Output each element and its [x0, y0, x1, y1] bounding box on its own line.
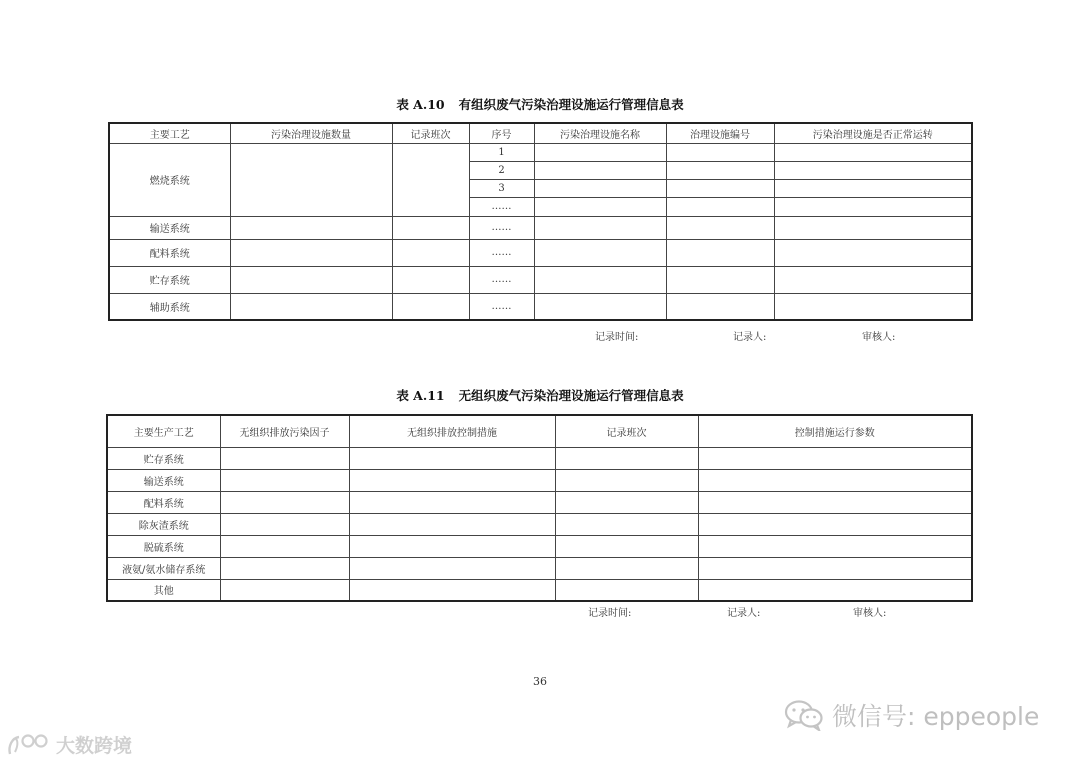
cell: [666, 216, 774, 239]
table-a11-header: 记录班次: [555, 415, 698, 447]
table-a10-header-row: [109, 123, 972, 143]
cell: [666, 197, 774, 216]
cell: [392, 266, 469, 293]
row-label: 输送系统: [107, 469, 220, 491]
cell: [774, 143, 972, 161]
cell: [230, 239, 392, 266]
cell: [666, 143, 774, 161]
cell: [392, 293, 469, 320]
table-a10-header: 污染治理设施名称: [534, 123, 666, 143]
cell: [230, 216, 392, 239]
seq-cell: ……: [469, 216, 534, 239]
cell: [555, 579, 698, 601]
table-a10-header: 治理设施编号: [666, 123, 774, 143]
row-label: 输送系统: [109, 216, 230, 239]
cell: [349, 469, 555, 491]
table-row: [107, 535, 972, 557]
row-label: 辅助系统: [109, 293, 230, 320]
row-label: 贮存系统: [107, 447, 220, 469]
seq-cell: 2: [469, 161, 534, 179]
cell: [392, 239, 469, 266]
table-a10-reviewer: 审核人:: [862, 332, 896, 343]
cell: [555, 557, 698, 579]
cell: [534, 266, 666, 293]
wechat-watermark: [784, 698, 1039, 732]
table-row: [109, 266, 972, 293]
table-row: [107, 579, 972, 601]
cell: [534, 239, 666, 266]
table-row: [107, 557, 972, 579]
table-a10-header: 主要工艺: [109, 123, 230, 143]
cell: [698, 513, 972, 535]
table-row: [107, 513, 972, 535]
table-a11-header: 主要生产工艺: [107, 415, 220, 447]
seq-cell: ……: [469, 197, 534, 216]
cell: [349, 557, 555, 579]
cell: [774, 197, 972, 216]
cell: [392, 216, 469, 239]
brand-text: 大数跨境: [56, 735, 133, 757]
wechat-id-text: 微信号: eppeople: [832, 702, 1040, 731]
cell: [666, 161, 774, 179]
cell: [774, 293, 972, 320]
cell: [774, 216, 972, 239]
row-label: 配料系统: [109, 239, 230, 266]
table-row: [107, 491, 972, 513]
cell: [698, 535, 972, 557]
cell: [220, 491, 349, 513]
table-a11-reviewer: 审核人:: [853, 608, 887, 619]
table-a11-recorder: 记录人:: [727, 608, 761, 619]
cell: [534, 293, 666, 320]
cell: [555, 513, 698, 535]
cell: [555, 491, 698, 513]
cell: [774, 161, 972, 179]
cell: [698, 469, 972, 491]
row-label: 脱硫系统: [107, 535, 220, 557]
table-a10-title-text: 有组织废气污染治理设施运行管理信息表: [458, 97, 684, 112]
table-a10-recorder: 记录人:: [733, 332, 767, 343]
cell: [555, 469, 698, 491]
table-row: [107, 447, 972, 469]
page-number: 36: [533, 675, 547, 688]
table-a10-header: 污染治理设施是否正常运转: [774, 123, 972, 143]
table-row: [109, 216, 972, 239]
cell: [220, 447, 349, 469]
row-label: 配料系统: [107, 491, 220, 513]
seq-cell: 3: [469, 179, 534, 197]
cell: [349, 535, 555, 557]
seq-cell: 1: [469, 143, 534, 161]
cell: [534, 197, 666, 216]
cell: [534, 179, 666, 197]
row-label-combustion: 燃烧系统: [109, 143, 230, 216]
cell: [349, 491, 555, 513]
cell: [698, 557, 972, 579]
cell: [230, 143, 392, 216]
cell: [698, 491, 972, 513]
cell: [698, 447, 972, 469]
cell: [392, 143, 469, 216]
brand-watermark: [6, 731, 132, 758]
cell: [220, 469, 349, 491]
seq-cell: ……: [469, 239, 534, 266]
cell: [774, 266, 972, 293]
table-a10: [108, 122, 973, 321]
table-a10-header: 序号: [469, 123, 534, 143]
table-a10-number: 表 A.10: [396, 97, 445, 112]
cell: [774, 179, 972, 197]
cell: [349, 579, 555, 601]
table-a10-header: 记录班次: [392, 123, 469, 143]
seq-cell: ……: [469, 266, 534, 293]
cell: [230, 293, 392, 320]
table-a11-title: [0, 386, 1080, 404]
seq-cell: ……: [469, 293, 534, 320]
row-label: 除灰渣系统: [107, 513, 220, 535]
table-a11-number: 表 A.11: [396, 388, 445, 403]
cell: [774, 239, 972, 266]
cell: [349, 513, 555, 535]
table-row: [107, 469, 972, 491]
table-row: [109, 293, 972, 320]
cell: [534, 216, 666, 239]
cell: [220, 579, 349, 601]
cell: [220, 557, 349, 579]
row-label: 贮存系统: [109, 266, 230, 293]
table-a10-record-time: 记录时间:: [595, 332, 639, 343]
cell: [698, 579, 972, 601]
cell: [220, 513, 349, 535]
brand-logo-icon: [6, 732, 52, 758]
cell: [349, 447, 555, 469]
cell: [555, 535, 698, 557]
cell: [534, 161, 666, 179]
row-label: 其他: [107, 579, 220, 601]
table-row: [109, 143, 972, 161]
table-a11-header-row: [107, 415, 972, 447]
cell: [534, 143, 666, 161]
cell: [666, 239, 774, 266]
table-a11-header: 无组织排放控制措施: [349, 415, 555, 447]
cell: [230, 266, 392, 293]
cell: [555, 447, 698, 469]
cell: [666, 266, 774, 293]
table-a11-record-time: 记录时间:: [588, 608, 632, 619]
wechat-icon: [784, 699, 824, 731]
table-row: [109, 239, 972, 266]
table-a11: [106, 414, 973, 602]
table-a11-header: 控制措施运行参数: [698, 415, 972, 447]
cell: [220, 535, 349, 557]
table-a11-header: 无组织排放污染因子: [220, 415, 349, 447]
table-a11-title-text: 无组织废气污染治理设施运行管理信息表: [458, 388, 684, 403]
table-a10-header: 污染治理设施数量: [230, 123, 392, 143]
row-label: 液氨/氨水储存系统: [107, 557, 220, 579]
cell: [666, 179, 774, 197]
cell: [666, 293, 774, 320]
table-a10-title: [0, 95, 1080, 113]
